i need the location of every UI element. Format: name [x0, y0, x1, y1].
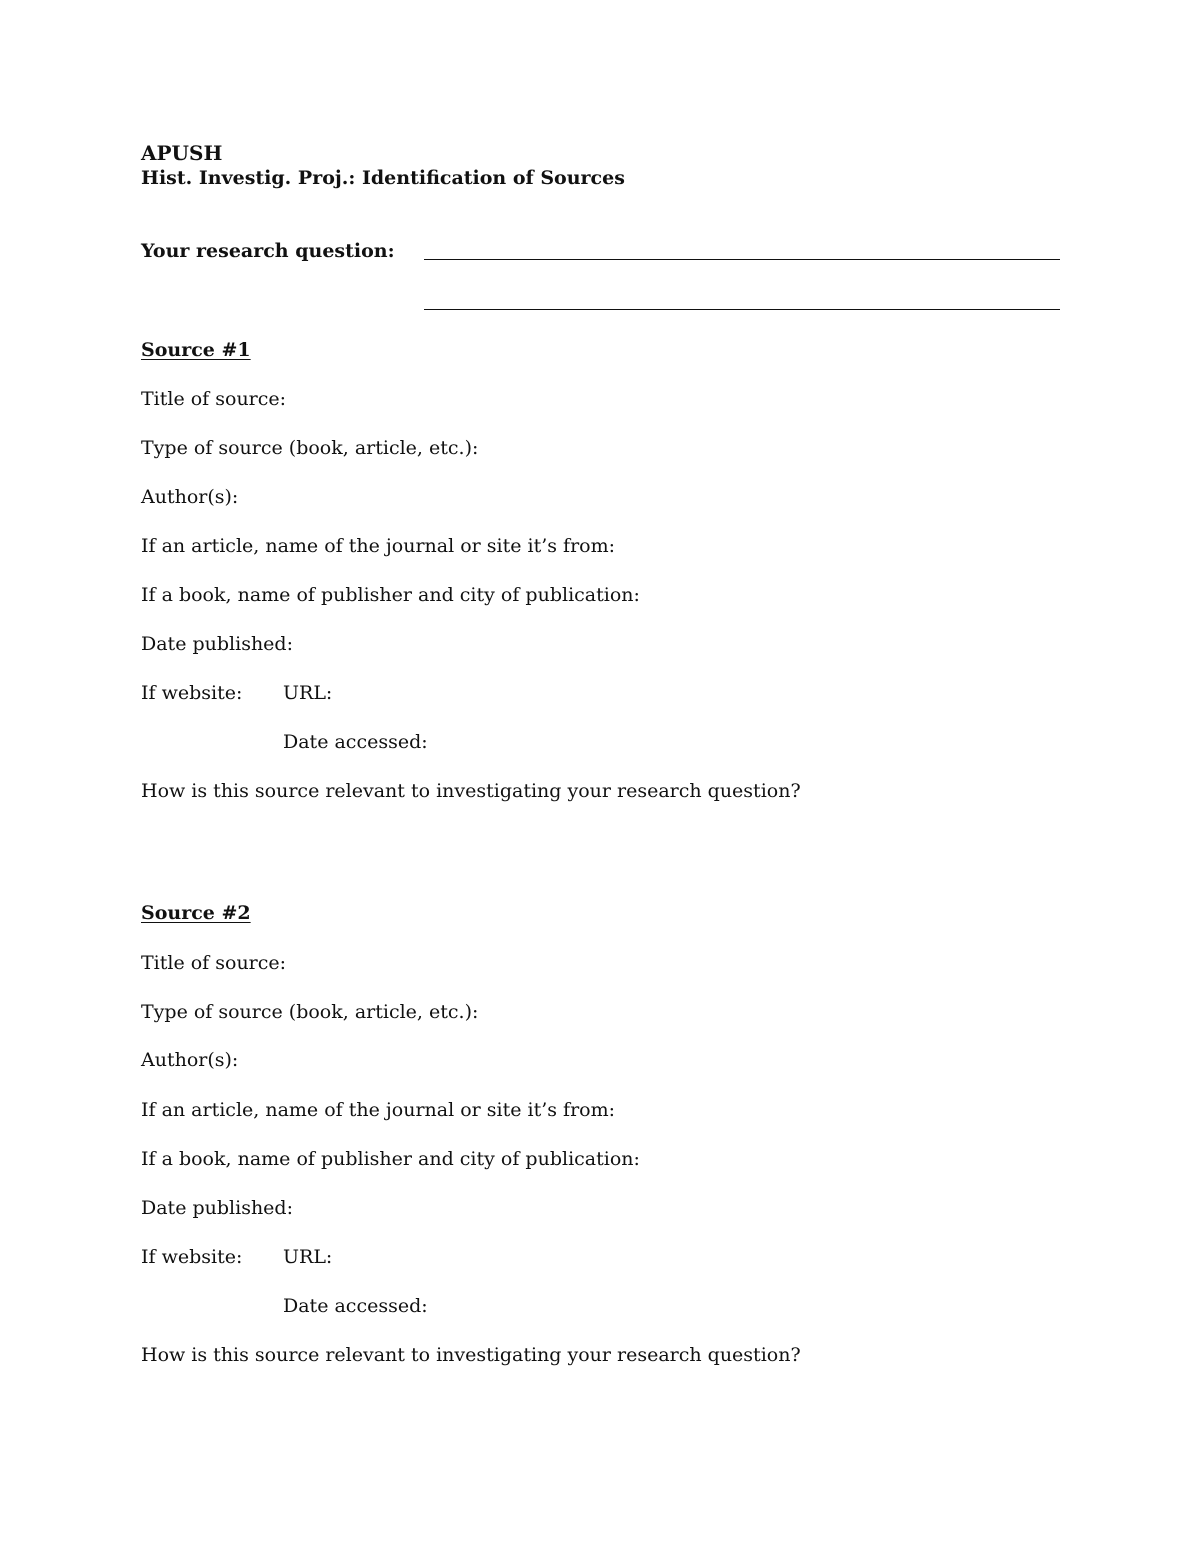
source-2-book-label: If a book, name of publisher and city of publication:: [141, 1148, 640, 1170]
source-1-article-label: If an article, name of the journal or site it’s from:: [141, 535, 616, 557]
source-1-relevance-label: How is this source relevant to investigating your research question?: [141, 780, 801, 802]
source-1-type-label: Type of source (book, article, etc.):: [141, 437, 479, 459]
source-2-date-accessed-label: Date accessed:: [283, 1295, 428, 1317]
research-question-line-2: [424, 309, 1060, 310]
source-1-date-published-label: Date published:: [141, 633, 293, 655]
source-1-title-label: Title of source:: [141, 388, 287, 410]
source-1-authors-label: Author(s):: [141, 486, 239, 508]
source-1-website-label: If website:: [141, 682, 243, 704]
source-1-date-accessed-label: Date accessed:: [283, 731, 428, 753]
source-2-title-label: Title of source:: [141, 952, 287, 974]
source-2-relevance-label: How is this source relevant to investigating your research question?: [141, 1344, 801, 1366]
source-1-url-label: URL:: [283, 682, 333, 704]
source-1-heading: Source #1: [141, 339, 251, 361]
research-question-label: Your research question:: [141, 240, 395, 262]
course-title: APUSH: [141, 141, 223, 165]
source-1-book-label: If a book, name of publisher and city of publication:: [141, 584, 640, 606]
source-2-article-label: If an article, name of the journal or site it’s from:: [141, 1099, 616, 1121]
source-2-authors-label: Author(s):: [141, 1049, 239, 1071]
research-question-line-1: [424, 259, 1060, 260]
source-2-type-label: Type of source (book, article, etc.):: [141, 1001, 479, 1023]
source-2-heading: Source #2: [141, 902, 251, 924]
source-2-date-published-label: Date published:: [141, 1197, 293, 1219]
source-2-website-label: If website:: [141, 1246, 243, 1268]
source-2-url-label: URL:: [283, 1246, 333, 1268]
worksheet-subtitle: Hist. Investig. Proj.: Identification of Sources: [141, 167, 625, 189]
